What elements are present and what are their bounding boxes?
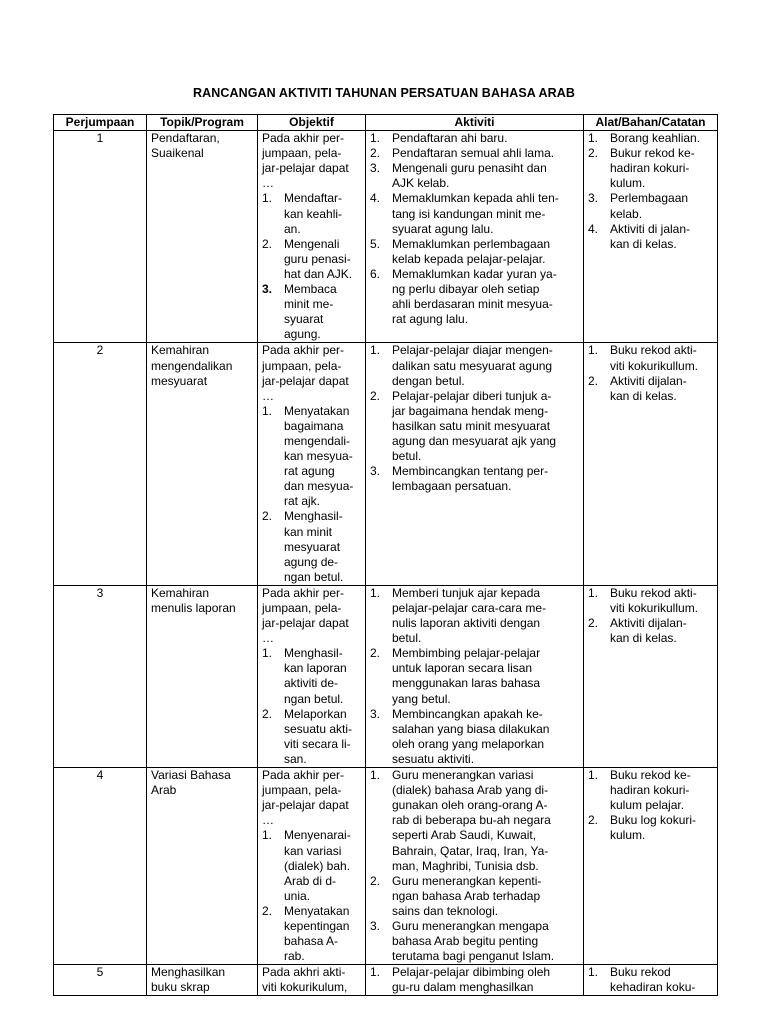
objective-item bbox=[262, 828, 361, 903]
tools-item-text: Borang keahlian. bbox=[610, 131, 701, 146]
topic-cell: Kemahiran mengendalikan mesyuarat bbox=[147, 343, 258, 586]
tools-item-list bbox=[588, 343, 713, 403]
objective-item bbox=[262, 404, 361, 510]
activity-item bbox=[370, 586, 579, 646]
activity-item-list bbox=[370, 768, 579, 964]
tools-item bbox=[588, 616, 713, 646]
objective-item bbox=[262, 707, 361, 767]
tools-item-text: Buku rekod akti- viti kokurikullum. bbox=[610, 585, 699, 615]
objective-item-text: Menyatakan kepentingan bahasa A- rab. bbox=[284, 903, 350, 964]
activity-item-text: Pendaftaran semual ahli lama. bbox=[392, 146, 555, 161]
tools-item-number: 1. bbox=[588, 585, 599, 600]
activity-item-list bbox=[370, 586, 579, 767]
activity-item bbox=[370, 707, 579, 767]
objective-intro: Pada akhri akti- viti kokurikulum, bbox=[262, 965, 348, 995]
table-row bbox=[54, 131, 718, 343]
objective-cell bbox=[258, 343, 366, 586]
activity-item-number: 3. bbox=[370, 918, 381, 933]
header-perjumpaan: Perjumpaan bbox=[54, 115, 147, 131]
objective-item bbox=[262, 646, 361, 706]
objective-item-text: Menghasil- kan minit mesyuarat agung de- ngan betul. bbox=[284, 509, 344, 584]
header-objektif: Objektif bbox=[258, 115, 366, 131]
tools-item-number: 2. bbox=[588, 146, 599, 161]
objective-intro: Pada akhir per- jumpaan, pela- jar-pelajar dapat … bbox=[262, 768, 349, 828]
table-row bbox=[54, 965, 718, 996]
tools-item-number: 1. bbox=[588, 131, 599, 146]
activity-item-text: Guru menerangkan kepenti- ngan bahasa Arab terhadap sains dan teknologi. bbox=[392, 873, 542, 918]
activity-item-list bbox=[370, 131, 579, 327]
header-topik: Topik/Program bbox=[147, 115, 258, 131]
activity-item-number: 1. bbox=[370, 585, 381, 600]
objective-item-number: 2. bbox=[262, 903, 273, 918]
activity-item bbox=[370, 389, 579, 464]
activity-item-list bbox=[370, 343, 579, 494]
activity-item bbox=[370, 919, 579, 964]
objective-intro: Pada akhir per- jumpaan, pela- jar-pelajar dapat … bbox=[262, 131, 349, 191]
tools-item-text: Buku log kokuri- kulum. bbox=[610, 813, 697, 843]
activity-item-text: Memaklumkan kadar yuran ya- ng perlu dibayar oleh setiap ahli berdasaran minit mesyua- rat agung lalu. bbox=[392, 266, 557, 327]
activity-item-number: 2. bbox=[370, 873, 381, 888]
tools-item-number: 3. bbox=[588, 191, 599, 206]
objective-intro: Pada akhir per- jumpaan, pela- jar-pelajar dapat … bbox=[262, 343, 349, 403]
meeting-number: 4 bbox=[54, 768, 147, 965]
activity-item-number: 2. bbox=[370, 646, 381, 661]
activity-item bbox=[370, 267, 579, 327]
activity-item-text: Pelajar-pelajar diajar mengen- dalikan satu mesyuarat agung dengan betul. bbox=[392, 343, 553, 388]
table-row bbox=[54, 768, 718, 965]
objective-item bbox=[262, 509, 361, 584]
activity-item-text: Pendaftaran ahi baru. bbox=[392, 131, 508, 146]
activity-cell bbox=[366, 965, 584, 996]
activity-item-text: Memberi tunjuk ajar kepada pelajar-pelajar cara-cara me- nulis laporan aktiviti dengan betul. bbox=[392, 585, 547, 646]
objective-item-list bbox=[262, 646, 361, 767]
activity-item-number: 3. bbox=[370, 464, 381, 479]
activity-item-number: 5. bbox=[370, 236, 381, 251]
activity-item bbox=[370, 965, 579, 995]
tools-item-number: 2. bbox=[588, 616, 599, 631]
activity-cell bbox=[366, 343, 584, 586]
activity-item bbox=[370, 237, 579, 267]
tools-cell bbox=[584, 131, 718, 343]
tools-item-number: 4. bbox=[588, 221, 599, 236]
tools-item bbox=[588, 374, 713, 404]
activity-item bbox=[370, 874, 579, 919]
tools-item bbox=[588, 343, 713, 373]
meeting-number: 2 bbox=[54, 343, 147, 586]
tools-item bbox=[588, 146, 713, 191]
header-alat-bahan: Alat/Bahan/Catatan bbox=[584, 115, 718, 131]
objective-item-number: 2. bbox=[262, 236, 273, 251]
topic-cell: Kemahiran menulis laporan bbox=[147, 585, 258, 767]
objective-item-number: 1. bbox=[262, 646, 273, 661]
meeting-number: 5 bbox=[54, 965, 147, 996]
activity-item-text: Guru menerangkan mengapa bahasa Arab begitu penting terutama bagi penganut Islam. bbox=[392, 918, 555, 964]
activity-item-text: Membincangkan apakah ke- salahan yang biasa dilakukan oleh orang yang melaporkan sesuatu aktiviti. bbox=[392, 706, 550, 766]
tools-item bbox=[588, 222, 713, 252]
tools-item-text: Buku rekod ke- hadiran kokuri- kulum pelajar. bbox=[610, 768, 691, 813]
tools-item-list bbox=[588, 768, 713, 843]
objective-item-text: Membaca minit me- syuarat agung. bbox=[284, 282, 337, 342]
objective-item-list bbox=[262, 828, 361, 964]
objective-cell bbox=[258, 131, 366, 343]
activity-item-text: Memaklumkan kepada ahli ten- tang isi kandungan minit me- syuarat agung lalu. bbox=[392, 191, 559, 236]
activity-plan-table bbox=[53, 114, 718, 996]
activity-cell bbox=[366, 131, 584, 343]
objective-item-number: 2. bbox=[262, 706, 273, 721]
activity-item-text: Membincangkan tentang per- lembagaan persatuan. bbox=[392, 464, 549, 494]
activity-item bbox=[370, 131, 579, 146]
objective-item-text: Melaporkan sesuatu akti- viti secara li- san. bbox=[284, 706, 353, 766]
tools-cell bbox=[584, 768, 718, 965]
table-row bbox=[54, 343, 718, 586]
tools-cell bbox=[584, 343, 718, 586]
tools-item-text: Aktiviti dijalan- kan di kelas. bbox=[610, 373, 687, 403]
objective-item bbox=[262, 237, 361, 282]
tools-item bbox=[588, 191, 713, 221]
activity-item-text: Pelajar-pelajar diberi tunjuk a- jar bagaimana hendak meng- hasilkan satu minit mesyuarat agung dan mesyuarat ajk yang betul. bbox=[392, 388, 557, 464]
topic-cell: Menghasilkan buku skrap bbox=[147, 965, 258, 996]
activity-item bbox=[370, 768, 579, 874]
objective-cell bbox=[258, 585, 366, 767]
activity-item bbox=[370, 646, 579, 706]
tools-item-number: 2. bbox=[588, 373, 599, 388]
activity-item bbox=[370, 191, 579, 236]
tools-item-number: 1. bbox=[588, 343, 599, 358]
objective-item-number: 1. bbox=[262, 828, 273, 843]
activity-item bbox=[370, 146, 579, 161]
activity-cell bbox=[366, 585, 584, 767]
document-title: RANCANGAN AKTIVITI TAHUNAN PERSATUAN BAHASA ARAB bbox=[192, 86, 576, 100]
activity-item-text: Pelajar-pelajar dibimbing oleh gu-ru dalam menghasilkan bbox=[392, 965, 551, 995]
objective-item-list bbox=[262, 404, 361, 585]
tools-item-text: Aktiviti di jalan- kan di kelas. bbox=[610, 221, 691, 251]
tools-item-text: Aktiviti dijalan- kan di kelas. bbox=[610, 616, 687, 646]
tools-item-list bbox=[588, 131, 713, 252]
activity-cell bbox=[366, 768, 584, 965]
objective-item-number: 1. bbox=[262, 403, 273, 418]
tools-item-text: Buku rekod kehadiran koku- bbox=[610, 965, 696, 995]
activity-item-number: 1. bbox=[370, 965, 381, 980]
table-header-row bbox=[54, 115, 718, 131]
objective-item bbox=[262, 904, 361, 964]
tools-item bbox=[588, 586, 713, 616]
activity-item-number: 1. bbox=[370, 768, 381, 783]
objective-item-number: 2. bbox=[262, 509, 273, 524]
activity-item-number: 2. bbox=[370, 146, 381, 161]
tools-cell bbox=[584, 965, 718, 996]
activity-item-text: Memaklumkan perlembagaan kelab kepada pelajar-pelajar. bbox=[392, 236, 551, 266]
table-row bbox=[54, 585, 718, 767]
tools-item-number: 1. bbox=[588, 768, 599, 783]
activity-item-text: Mengenali guru penasiht dan AJK kelab. bbox=[392, 161, 547, 191]
meeting-number: 3 bbox=[54, 585, 147, 767]
objective-item-list bbox=[262, 191, 361, 342]
objective-item bbox=[262, 191, 361, 236]
header-aktiviti: Aktiviti bbox=[366, 115, 584, 131]
tools-cell bbox=[584, 585, 718, 767]
objective-intro: Pada akhir per- jumpaan, pela- jar-pelajar dapat … bbox=[262, 585, 349, 646]
objective-cell bbox=[258, 965, 366, 996]
activity-item bbox=[370, 161, 579, 191]
objective-item-number: 3. bbox=[262, 282, 273, 297]
objective-item-text: Mengenali guru penasi- hat dan AJK. bbox=[284, 236, 353, 281]
objective-item-text: Menghasil- kan laporan aktiviti de- ngan betul. bbox=[284, 646, 347, 706]
activity-item-list bbox=[370, 965, 579, 995]
tools-item-number: 1. bbox=[588, 965, 599, 980]
meeting-number: 1 bbox=[54, 131, 147, 343]
objective-item-text: Menyatakan bagaimana mengendali- kan mesyua- rat agung dan mesyua- rat ajk. bbox=[284, 403, 354, 509]
objective-item-text: Mendaftar- kan keahli- an. bbox=[284, 191, 343, 236]
activity-item-text: Guru menerangkan variasi (dialek) bahasa Arab yang di- gunakan oleh orang-orang A- rab di beberapa bu-ah negara seperti Arab Saudi, Kuwait, Bahrain, Qatar, Iraq, Iran, Ya- man, Maghribi, Tunisia dsb. bbox=[392, 768, 551, 873]
activity-item-number: 1. bbox=[370, 131, 381, 146]
objective-item bbox=[262, 282, 361, 342]
activity-item bbox=[370, 343, 579, 388]
activity-item-number: 3. bbox=[370, 706, 381, 721]
topic-cell: Variasi Bahasa Arab bbox=[147, 768, 258, 965]
activity-item-number: 2. bbox=[370, 388, 381, 403]
activity-item-text: Membimbing pelajar-pelajar untuk laporan secara lisan menggunakan laras bahasa yang betul. bbox=[392, 646, 541, 706]
tools-item bbox=[588, 813, 713, 843]
objective-cell bbox=[258, 768, 366, 965]
objective-item-text: Menyenarai- kan variasi (dialek) bah. Arab di d- unia. bbox=[284, 828, 351, 903]
activity-item-number: 4. bbox=[370, 191, 381, 206]
tools-item-number: 2. bbox=[588, 813, 599, 828]
tools-item bbox=[588, 131, 713, 146]
tools-item bbox=[588, 768, 713, 813]
objective-item-number: 1. bbox=[262, 191, 273, 206]
tools-item-text: Bukur rekod ke- hadiran kokuri- kulum. bbox=[610, 146, 695, 191]
activity-item bbox=[370, 464, 579, 494]
activity-item-number: 6. bbox=[370, 266, 381, 281]
tools-item-list bbox=[588, 965, 713, 995]
tools-item-list bbox=[588, 586, 713, 646]
topic-cell: Pendaftaran, Suaikenal bbox=[147, 131, 258, 343]
tools-item bbox=[588, 965, 713, 995]
activity-item-number: 3. bbox=[370, 161, 381, 176]
tools-item-text: Perlembagaan kelab. bbox=[610, 191, 689, 221]
activity-item-number: 1. bbox=[370, 343, 381, 358]
tools-item-text: Buku rekod akti- viti kokurikullum. bbox=[610, 343, 699, 373]
